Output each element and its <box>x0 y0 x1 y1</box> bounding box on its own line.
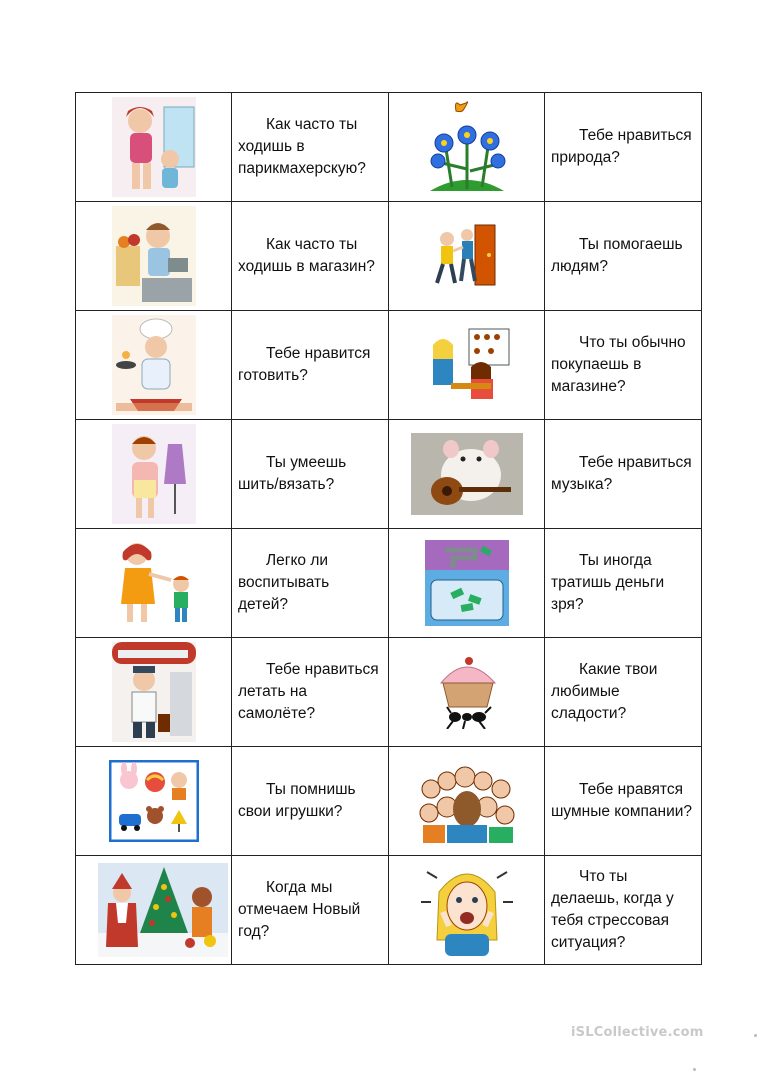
card-picture-cell <box>389 202 545 311</box>
card-picture-cell <box>76 529 232 638</box>
table-row <box>76 311 702 420</box>
card-picture-cell <box>389 856 545 965</box>
card-picture-cell <box>76 93 232 202</box>
table-row <box>76 747 702 856</box>
table-row <box>76 93 702 202</box>
watermark: iSLCollective.com <box>571 1025 704 1040</box>
cook-picture <box>112 315 196 415</box>
card-picture-cell <box>76 747 232 856</box>
card-question-cell <box>232 856 389 965</box>
card-question-cell <box>545 311 702 420</box>
card-picture-cell <box>389 311 545 420</box>
question-text: Что ты обычно покупаешь в магазине? <box>551 334 686 395</box>
card-picture-cell <box>76 202 232 311</box>
question-text: Тебе нравиться природа? <box>551 127 692 166</box>
question-text: Ты помнишь свои игрушки? <box>238 781 356 820</box>
money-sink-picture <box>425 540 509 626</box>
question-text: Как часто ты ходишь в магазин? <box>238 236 375 275</box>
table-row <box>76 856 702 965</box>
toys-picture <box>109 760 199 842</box>
question-text: Когда мы отмечаем Новый год? <box>238 879 361 940</box>
card-question-cell <box>545 93 702 202</box>
rat-guitar-picture <box>411 433 523 515</box>
stressed-woman-picture <box>417 862 517 958</box>
card-picture-cell <box>389 747 545 856</box>
card-question-cell <box>232 311 389 420</box>
new-year-picture <box>98 863 228 957</box>
sewing-picture <box>112 424 196 524</box>
decorative-dot <box>754 1034 757 1037</box>
card-picture-cell <box>76 420 232 529</box>
card-table <box>75 92 702 965</box>
card-question-cell <box>545 202 702 311</box>
crowd-picture <box>417 759 517 843</box>
question-text: Какие твои любимые сладости? <box>551 661 658 722</box>
card-question-cell <box>232 747 389 856</box>
card-picture-cell <box>389 638 545 747</box>
table-row <box>76 202 702 311</box>
question-text: Тебе нравится готовить? <box>238 345 371 384</box>
card-question-cell <box>545 747 702 856</box>
flowers-picture <box>422 99 512 195</box>
question-text: Ты умеешь шить/вязать? <box>238 454 347 493</box>
card-picture-cell <box>389 529 545 638</box>
card-question-cell <box>545 529 702 638</box>
card-picture-cell <box>76 311 232 420</box>
shop-picture <box>112 206 196 306</box>
pilot-picture <box>112 642 196 742</box>
mother-child-picture <box>109 540 199 626</box>
table-row <box>76 638 702 747</box>
hairdresser-picture <box>112 97 196 197</box>
helping-picture <box>431 221 503 291</box>
ant-cupcake-picture <box>429 655 505 729</box>
decorative-dot <box>693 1068 696 1071</box>
card-question-cell <box>545 856 702 965</box>
question-text: Как часто ты ходишь в парикмахерскую? <box>238 116 366 177</box>
card-question-cell <box>545 420 702 529</box>
table-row <box>76 420 702 529</box>
question-text: Тебе нравиться летать на самолёте? <box>238 661 379 722</box>
card-picture-cell <box>389 420 545 529</box>
card-question-cell <box>232 529 389 638</box>
card-question-cell <box>232 638 389 747</box>
question-text: Легко ли воспитывать детей? <box>238 552 330 613</box>
question-text: Ты помогаешь людям? <box>551 236 683 275</box>
card-picture-cell <box>76 856 232 965</box>
table-row <box>76 529 702 638</box>
question-text: Что ты делаешь, когда у тебя стрессовая ситуация? <box>551 868 674 951</box>
card-question-cell <box>232 202 389 311</box>
card-question-cell <box>232 420 389 529</box>
question-text: Ты иногда тратишь деньги зря? <box>551 552 665 613</box>
question-text: Тебе нравятся шумные компании? <box>551 781 693 820</box>
question-text: Тебе нравиться музыка? <box>551 454 692 493</box>
card-picture-cell <box>389 93 545 202</box>
card-picture-cell <box>76 638 232 747</box>
shopping-picture <box>421 327 513 403</box>
card-question-cell <box>545 638 702 747</box>
card-question-cell <box>232 93 389 202</box>
